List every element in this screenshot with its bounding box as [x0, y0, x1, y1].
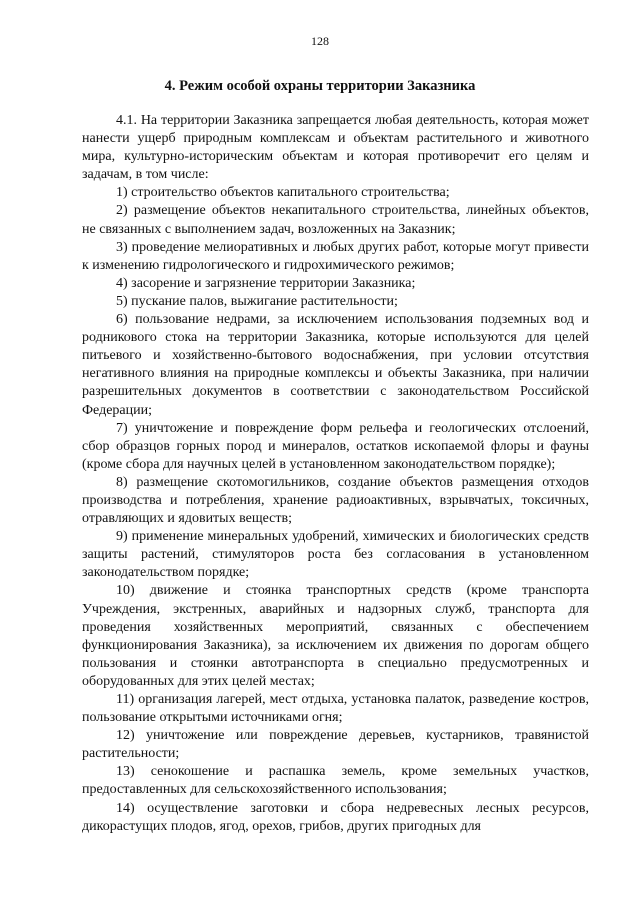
list-item-3: 3) проведение мелиоративных и любых других работ, которые могут привести к изменению гидрологического и гидрохимического режимов; — [82, 239, 589, 273]
section-heading: 4. Режим особой охраны территории Заказника — [164, 78, 476, 94]
list-item-1: 1) строительство объектов капитального строительства; — [116, 185, 450, 201]
section-body — [82, 112, 589, 836]
list-item-6: 6) пользование недрами, за исключением использования подземных вод и родникового стока на территории Заказника, которые используются для целей питьевого и хозяйственно-бытового водоснабжения, при условии отсутствия негативного влияния на природные комплексы и объекты Заказника, при наличии разрешительных документов в соответствии с законодательством Российской Федерации; — [82, 312, 589, 418]
list-item-12: 12) уничтожение или повреждение деревьев, кустарников, травянистой растительности; — [82, 728, 589, 762]
list-item-2: 2) размещение объектов некапитального строительства, линейных объектов, не связанных с выполнением задач, возложенных на Заказник; — [82, 203, 589, 237]
list-item-13: 13) сенокошение и распашка земель, кроме земельных участков, предоставленных для сельскохозяйственного использования; — [82, 764, 589, 798]
list-item-8: 8) размещение скотомогильников, создание объектов размещения отходов производства и потребления, хранение радиоактивных, взрывчатых, токсичных, отравляющих и ядовитых веществ; — [82, 474, 589, 527]
list-item-11: 11) организация лагерей, мест отдыха, установка палаток, разведение костров, пользование открытыми источниками огня; — [82, 692, 589, 726]
list-item-7: 7) уничтожение и повреждение форм рельефа и геологических отслоений, сбор образцов горных пород и минералов, остатков ископаемой флоры и фауны (кроме сбора для научных целей в установленном законодательством порядке); — [82, 420, 589, 472]
list-item-10: 10) движение и стоянка транспортных средств (кроме транспорта Учреждения, экстренных, аварийных и надзорных служб, транспорта для проведения хозяйственных мероприятий, связанных с обеспечением функционирования Заказника), за исключением их движения по дорогам общего пользования и стоянки автотранспорта в специально предусмотренных и оборудованных для этих целей местах; — [82, 583, 589, 689]
list-item-9: 9) применение минеральных удобрений, химических и биологических средств защиты растений, стимуляторов роста без согласования в установленном законодательством порядке; — [82, 529, 589, 581]
list-item-5: 5) пускание палов, выжигание растительности; — [116, 293, 398, 309]
page-number: 128 — [311, 34, 329, 48]
paragraph-4-1: 4.1. На территории Заказника запрещается любая деятельность, которая может нанести ущерб природным комплексам и объектам растительного и животного мира, культурно-историческим объектам и которая противоречит его целям и задачам, в том числе: — [82, 113, 589, 183]
list-item-14: 14) осуществление заготовки и сбора недревесных лесных ресурсов, дикорастущих плодов, ягод, орехов, грибов, других пригодных для — [82, 800, 589, 834]
list-item-4: 4) засорение и загрязнение территории Заказника; — [116, 275, 416, 291]
